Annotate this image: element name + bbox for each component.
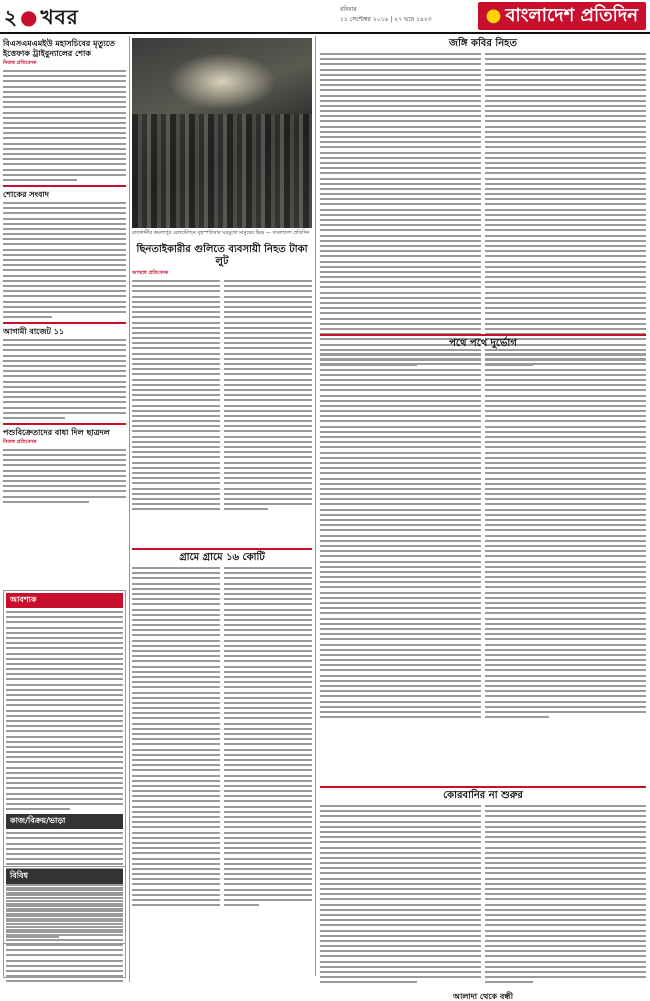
story-headline: কোরবানির না শুরুর <box>443 790 523 801</box>
story-body <box>3 202 126 318</box>
classifieds-header: আবশ্যক <box>6 593 123 608</box>
page-number: ২ <box>4 5 19 29</box>
story-body <box>132 280 312 513</box>
story-block <box>132 244 312 513</box>
story-headline: শোকের সংবাদ <box>3 188 49 199</box>
page-section-label <box>4 3 79 36</box>
story-headline: আলাদা থেকে বন্ধী <box>452 990 514 1001</box>
story-headline: পশুবিক্রেতাদের বাধা দিল ছাত্রদল <box>3 426 110 437</box>
lead-photo-block <box>132 38 312 236</box>
section-divider <box>320 334 646 336</box>
logo-text: বাংলাদেশ প্রতিদিন <box>505 5 638 26</box>
misc-box <box>3 866 126 978</box>
misc-header: বিবিধ <box>6 869 123 884</box>
story-block <box>320 786 646 1001</box>
story-byline: নিজস্ব প্রতিবেদক <box>3 60 37 66</box>
story-body <box>3 339 126 419</box>
story-body <box>3 70 126 181</box>
story-body <box>3 449 126 503</box>
column-rule <box>315 36 316 976</box>
story-byline: অপরাধ প্রতিবেদক <box>132 270 169 276</box>
top-right-story <box>320 38 646 369</box>
newspaper-logo <box>478 2 646 30</box>
left-column <box>3 38 126 506</box>
misc-body <box>6 887 123 982</box>
section-divider <box>3 185 126 187</box>
story-headline: জঙ্গি কবির নিহত <box>449 38 517 49</box>
lead-photo <box>132 38 312 228</box>
logo-dot-icon: ● <box>485 5 502 26</box>
story-body <box>320 53 646 369</box>
issue-date: ১১ সেপ্টেম্বর ২০১৬ | ২৭ ভাদ্র ১৪২৩ <box>340 16 432 23</box>
section-divider <box>132 548 312 550</box>
section-divider <box>320 786 646 788</box>
story-body <box>320 805 646 987</box>
story-body <box>132 567 312 909</box>
story-headline: বিএসএমএমইউ মহাসচিবের মৃত্যুতে ইত্তেফাক ট্রাইবুন্যালের শোক <box>3 38 116 58</box>
section-name: খবর <box>40 5 79 29</box>
story-headline: পথে পথে দুর্ভোগ <box>449 338 517 349</box>
story-headline: ছিনতাইকারীর গুলিতে ব্যবসায়ী নিহত টাকা লুট <box>136 244 308 267</box>
section-divider <box>3 322 126 324</box>
story-body <box>320 353 646 721</box>
story-headline: আগামী বাজেট ১১ <box>3 326 65 337</box>
classifieds-body <box>6 611 123 810</box>
section-divider <box>3 423 126 425</box>
classifieds-subheader: কাজ/বিক্রয়/ভাড়া <box>6 814 123 829</box>
story-byline: নিজস্ব প্রতিবেদক <box>3 438 37 445</box>
story-headline: গ্রামে গ্রামে ১৬ কোটি <box>179 552 265 563</box>
story-block <box>320 334 646 721</box>
issue-day: রবিবার <box>340 6 357 13</box>
separator-dot-icon: ● <box>20 5 39 29</box>
story-block <box>132 548 312 909</box>
masthead <box>0 0 650 34</box>
column-rule <box>129 36 130 982</box>
photo-caption: রাজধানীর কমলাপুর রেলস্টেশনে বৃহস্পতিবার ঘরমুখো মানুষের ভিড় — বাংলাদেশ প্রতিদিন <box>132 230 310 236</box>
